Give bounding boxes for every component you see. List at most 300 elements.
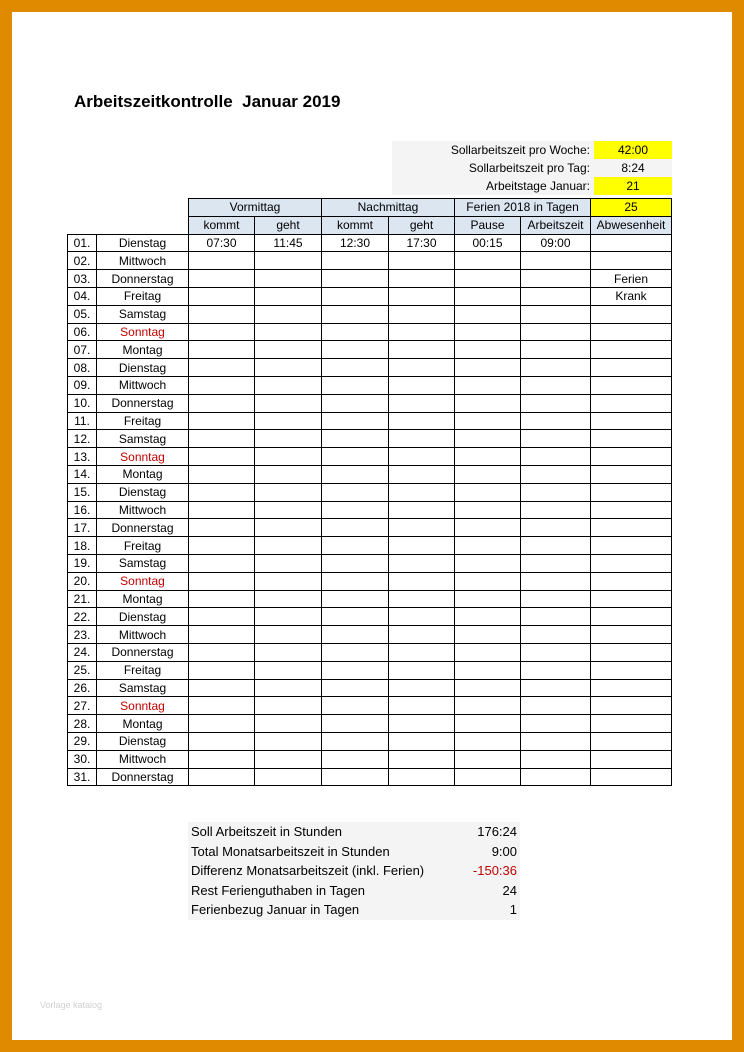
pause-cell[interactable] [455, 554, 521, 572]
vm-geht-cell[interactable] [255, 643, 322, 661]
ferien-label: Ferien 2018 in Tagen [455, 199, 591, 217]
nm-geht-cell[interactable] [389, 643, 455, 661]
abwesenheit-cell[interactable] [591, 715, 672, 733]
nm-kommt-cell[interactable] [322, 679, 389, 697]
table-row [68, 394, 672, 412]
vm-kommt-cell[interactable] [189, 554, 255, 572]
summary-row [188, 861, 520, 881]
vm-kommt-cell[interactable] [189, 537, 255, 555]
pause-cell[interactable] [455, 501, 521, 519]
abwesenheit-cell[interactable] [591, 572, 672, 590]
arbeitszeit-cell[interactable] [521, 323, 591, 341]
pause-cell[interactable] [455, 626, 521, 644]
table-row [68, 732, 672, 750]
day-name: Donnerstag [97, 270, 189, 288]
nm-kommt-cell[interactable] [322, 590, 389, 608]
arbeitszeit-cell[interactable] [521, 750, 591, 768]
day-name: Samstag [97, 554, 189, 572]
summary-row [188, 881, 520, 901]
abwesenheit-cell[interactable] [591, 430, 672, 448]
abwesenheit-cell[interactable] [591, 679, 672, 697]
abwesenheit-cell[interactable] [591, 323, 672, 341]
col-header-abwesenheit: Abwesenheit [591, 216, 672, 234]
vm-kommt-cell[interactable] [189, 768, 255, 786]
pause-cell[interactable] [455, 252, 521, 270]
pause-cell[interactable] [455, 537, 521, 555]
day-number: 28. [68, 715, 97, 733]
vm-kommt-cell[interactable] [189, 750, 255, 768]
vm-geht-cell[interactable] [255, 483, 322, 501]
nm-geht-cell[interactable] [389, 537, 455, 555]
day-number: 02. [68, 252, 97, 270]
nm-kommt-cell[interactable] [322, 394, 389, 412]
abwesenheit-cell[interactable] [591, 537, 672, 555]
vm-geht-cell[interactable] [255, 715, 322, 733]
arbeitszeit-cell[interactable] [521, 501, 591, 519]
day-number: 23. [68, 626, 97, 644]
col-header-nm-geht: geht [389, 216, 455, 234]
abwesenheit-cell[interactable] [591, 483, 672, 501]
vm-geht-cell[interactable] [255, 732, 322, 750]
vm-kommt-cell[interactable] [189, 608, 255, 626]
day-number: 05. [68, 305, 97, 323]
vm-geht-cell[interactable] [255, 768, 322, 786]
nm-kommt-cell[interactable] [322, 554, 389, 572]
info-value[interactable]: 8:24 [621, 161, 645, 175]
nm-geht-cell[interactable] [389, 341, 455, 359]
arbeitszeit-cell[interactable] [521, 590, 591, 608]
vm-geht-cell[interactable] [255, 626, 322, 644]
nm-kommt-cell[interactable] [322, 715, 389, 733]
summary-row [188, 822, 520, 842]
day-name: Donnerstag [97, 394, 189, 412]
vm-kommt-cell[interactable] [189, 661, 255, 679]
arbeitszeit-cell[interactable] [521, 305, 591, 323]
pause-cell[interactable] [455, 376, 521, 394]
arbeitszeit-cell[interactable] [521, 448, 591, 466]
abwesenheit-cell[interactable]: Krank [591, 287, 672, 305]
nm-kommt-cell[interactable] [322, 323, 389, 341]
vm-kommt-cell[interactable] [189, 483, 255, 501]
vm-kommt-cell[interactable] [189, 626, 255, 644]
nm-geht-cell[interactable] [389, 750, 455, 768]
abwesenheit-cell[interactable] [591, 697, 672, 715]
summary-value: 1 [509, 902, 517, 917]
nm-kommt-cell[interactable] [322, 572, 389, 590]
table-row [68, 750, 672, 768]
time-table [67, 198, 672, 786]
pause-cell[interactable] [455, 448, 521, 466]
table-row [68, 608, 672, 626]
abwesenheit-cell[interactable] [591, 394, 672, 412]
nm-geht-cell[interactable]: 17:30 [389, 234, 455, 252]
abwesenheit-cell[interactable] [591, 305, 672, 323]
pause-cell[interactable] [455, 679, 521, 697]
abwesenheit-cell[interactable] [591, 341, 672, 359]
arbeitszeit-cell[interactable] [521, 768, 591, 786]
vm-geht-cell[interactable] [255, 430, 322, 448]
pause-cell[interactable] [455, 768, 521, 786]
nm-kommt-cell[interactable] [322, 465, 389, 483]
arbeitszeit-cell[interactable] [521, 394, 591, 412]
abwesenheit-cell[interactable] [591, 750, 672, 768]
day-number: 07. [68, 341, 97, 359]
nm-kommt-cell[interactable] [322, 750, 389, 768]
arbeitszeit-cell[interactable] [521, 430, 591, 448]
info-label: Sollarbeitszeit pro Tag: [468, 161, 590, 175]
nm-geht-cell[interactable] [389, 768, 455, 786]
pause-cell[interactable] [455, 465, 521, 483]
day-number: 09. [68, 376, 97, 394]
arbeitszeit-cell[interactable] [521, 252, 591, 270]
vm-kommt-cell[interactable] [189, 323, 255, 341]
vm-geht-cell[interactable]: 11:45 [255, 234, 322, 252]
vm-kommt-cell[interactable] [189, 590, 255, 608]
vm-kommt-cell[interactable] [189, 394, 255, 412]
vm-geht-cell[interactable] [255, 519, 322, 537]
arbeitszeit-cell[interactable]: 09:00 [521, 234, 591, 252]
summary-row [188, 842, 520, 862]
nm-kommt-cell[interactable] [322, 341, 389, 359]
nm-geht-cell[interactable] [389, 376, 455, 394]
summary-block [188, 822, 520, 920]
day-number: 20. [68, 572, 97, 590]
arbeitszeit-cell[interactable] [521, 376, 591, 394]
nm-kommt-cell[interactable] [322, 501, 389, 519]
day-name: Mittwoch [97, 252, 189, 270]
abwesenheit-cell[interactable] [591, 661, 672, 679]
abwesenheit-cell[interactable] [591, 412, 672, 430]
pause-cell[interactable] [455, 270, 521, 288]
nm-geht-cell[interactable] [389, 519, 455, 537]
nm-kommt-cell[interactable] [322, 376, 389, 394]
abwesenheit-cell[interactable] [591, 234, 672, 252]
vm-kommt-cell[interactable] [189, 697, 255, 715]
pause-cell[interactable] [455, 483, 521, 501]
day-name: Freitag [97, 412, 189, 430]
info-block [392, 141, 672, 195]
table-row [68, 305, 672, 323]
vm-geht-cell[interactable] [255, 287, 322, 305]
nm-kommt-cell[interactable] [322, 608, 389, 626]
abwesenheit-cell[interactable] [591, 465, 672, 483]
vm-kommt-cell[interactable] [189, 270, 255, 288]
arbeitszeit-cell[interactable] [521, 643, 591, 661]
vm-geht-cell[interactable] [255, 750, 322, 768]
vm-geht-cell[interactable] [255, 359, 322, 377]
nm-kommt-cell[interactable] [322, 430, 389, 448]
vm-kommt-cell[interactable] [189, 448, 255, 466]
abwesenheit-cell[interactable] [591, 359, 672, 377]
table-row [68, 768, 672, 786]
day-number: 06. [68, 323, 97, 341]
nm-geht-cell[interactable] [389, 394, 455, 412]
nm-geht-cell[interactable] [389, 661, 455, 679]
summary-value: -150:36 [472, 863, 517, 878]
nm-kommt-cell[interactable] [322, 732, 389, 750]
vm-geht-cell[interactable] [255, 679, 322, 697]
vm-geht-cell[interactable] [255, 376, 322, 394]
pause-cell[interactable] [455, 643, 521, 661]
nm-kommt-cell[interactable] [322, 412, 389, 430]
nm-kommt-cell[interactable] [322, 697, 389, 715]
pause-cell[interactable] [455, 394, 521, 412]
vm-kommt-cell[interactable] [189, 376, 255, 394]
abwesenheit-cell[interactable] [591, 626, 672, 644]
summary-label: Differenz Monatsarbeitszeit (inkl. Ferien) [191, 863, 425, 878]
summary-label: Ferienbezug Januar in Tagen [191, 902, 360, 917]
day-name: Dienstag [97, 732, 189, 750]
table-row [68, 483, 672, 501]
day-name: Montag [97, 465, 189, 483]
col-header-vm-kommt: kommt [189, 216, 255, 234]
table-row [68, 465, 672, 483]
vm-geht-cell[interactable] [255, 252, 322, 270]
day-name: Donnerstag [97, 519, 189, 537]
summary-row [188, 900, 520, 920]
pause-cell[interactable] [455, 359, 521, 377]
day-name: Samstag [97, 679, 189, 697]
vm-geht-cell[interactable] [255, 394, 322, 412]
nm-geht-cell[interactable] [389, 626, 455, 644]
day-number: 03. [68, 270, 97, 288]
table-row [68, 341, 672, 359]
arbeitszeit-cell[interactable] [521, 661, 591, 679]
nm-geht-cell[interactable] [389, 359, 455, 377]
nm-geht-cell[interactable] [389, 323, 455, 341]
vm-geht-cell[interactable] [255, 270, 322, 288]
vm-kommt-cell[interactable] [189, 305, 255, 323]
abwesenheit-cell[interactable] [591, 448, 672, 466]
day-number: 15. [68, 483, 97, 501]
vm-kommt-cell[interactable] [189, 679, 255, 697]
vm-kommt-cell[interactable] [189, 519, 255, 537]
table-row [68, 554, 672, 572]
vm-geht-cell[interactable] [255, 537, 322, 555]
day-number: 12. [68, 430, 97, 448]
table-row [68, 501, 672, 519]
vm-kommt-cell[interactable] [189, 359, 255, 377]
vm-geht-cell[interactable] [255, 554, 322, 572]
day-number: 31. [68, 768, 97, 786]
ferien-value[interactable]: 25 [591, 199, 672, 217]
abwesenheit-cell[interactable] [591, 554, 672, 572]
vm-geht-cell[interactable] [255, 323, 322, 341]
pause-cell[interactable] [455, 732, 521, 750]
arbeitszeit-cell[interactable] [521, 270, 591, 288]
table-row [68, 234, 672, 252]
vm-geht-cell[interactable] [255, 572, 322, 590]
vm-geht-cell[interactable] [255, 412, 322, 430]
nm-geht-cell[interactable] [389, 412, 455, 430]
pause-cell[interactable] [455, 750, 521, 768]
vm-kommt-cell[interactable] [189, 465, 255, 483]
nm-geht-cell[interactable] [389, 590, 455, 608]
nm-kommt-cell[interactable] [322, 661, 389, 679]
vm-geht-cell[interactable] [255, 608, 322, 626]
nm-kommt-cell[interactable] [322, 626, 389, 644]
arbeitszeit-cell[interactable] [521, 483, 591, 501]
table-row [68, 430, 672, 448]
vm-kommt-cell[interactable] [189, 572, 255, 590]
vm-geht-cell[interactable] [255, 448, 322, 466]
arbeitszeit-cell[interactable] [521, 287, 591, 305]
nm-kommt-cell[interactable] [322, 643, 389, 661]
arbeitszeit-cell[interactable] [521, 519, 591, 537]
day-number: 21. [68, 590, 97, 608]
arbeitszeit-cell[interactable] [521, 679, 591, 697]
day-number: 01. [68, 234, 97, 252]
vm-kommt-cell[interactable] [189, 715, 255, 733]
arbeitszeit-cell[interactable] [521, 732, 591, 750]
nm-kommt-cell[interactable] [322, 252, 389, 270]
abwesenheit-cell[interactable] [591, 519, 672, 537]
summary-value: 9:00 [491, 843, 517, 859]
day-number: 11. [68, 412, 97, 430]
day-number: 30. [68, 750, 97, 768]
pause-cell[interactable] [455, 519, 521, 537]
table-row [68, 715, 672, 733]
vm-kommt-cell[interactable] [189, 252, 255, 270]
arbeitszeit-cell[interactable] [521, 697, 591, 715]
info-value[interactable]: 21 [594, 177, 672, 195]
nm-geht-cell[interactable] [389, 732, 455, 750]
arbeitszeit-cell[interactable] [521, 626, 591, 644]
table-row [68, 287, 672, 305]
pause-cell[interactable] [455, 608, 521, 626]
day-name: Montag [97, 341, 189, 359]
nm-kommt-cell[interactable] [322, 768, 389, 786]
table-row [68, 590, 672, 608]
vm-kommt-cell[interactable] [189, 287, 255, 305]
arbeitszeit-cell[interactable] [521, 465, 591, 483]
table-row [68, 661, 672, 679]
day-name: Sonntag [97, 323, 189, 341]
nm-kommt-cell[interactable] [322, 270, 389, 288]
nm-geht-cell[interactable] [389, 608, 455, 626]
table-row [68, 448, 672, 466]
pause-cell[interactable] [455, 412, 521, 430]
summary-label: Total Monatsarbeitszeit in Stunden [191, 843, 390, 859]
pause-cell[interactable] [455, 287, 521, 305]
day-name: Freitag [97, 287, 189, 305]
day-name: Mittwoch [97, 501, 189, 519]
day-name: Freitag [97, 537, 189, 555]
nm-geht-cell[interactable] [389, 501, 455, 519]
arbeitszeit-cell[interactable] [521, 572, 591, 590]
nm-kommt-cell[interactable] [322, 359, 389, 377]
abwesenheit-cell[interactable] [591, 643, 672, 661]
nm-kommt-cell[interactable] [322, 519, 389, 537]
nm-geht-cell[interactable] [389, 270, 455, 288]
nm-geht-cell[interactable] [389, 252, 455, 270]
arbeitszeit-cell[interactable] [521, 341, 591, 359]
day-name: Sonntag [97, 448, 189, 466]
arbeitszeit-cell[interactable] [521, 608, 591, 626]
abwesenheit-cell[interactable] [591, 732, 672, 750]
vm-kommt-cell[interactable] [189, 430, 255, 448]
day-name: Donnerstag [97, 768, 189, 786]
abwesenheit-cell[interactable] [591, 768, 672, 786]
abwesenheit-cell[interactable] [591, 608, 672, 626]
vm-geht-cell[interactable] [255, 590, 322, 608]
vm-geht-cell[interactable] [255, 465, 322, 483]
pause-cell[interactable] [455, 323, 521, 341]
info-label: Arbeitstage Januar: [485, 179, 590, 193]
nm-kommt-cell[interactable] [322, 537, 389, 555]
nm-geht-cell[interactable] [389, 679, 455, 697]
arbeitszeit-cell[interactable] [521, 554, 591, 572]
abwesenheit-cell[interactable] [591, 252, 672, 270]
pause-cell[interactable] [455, 305, 521, 323]
nm-geht-cell[interactable] [389, 430, 455, 448]
pause-cell[interactable]: 00:15 [455, 234, 521, 252]
arbeitszeit-cell[interactable] [521, 412, 591, 430]
day-number: 22. [68, 608, 97, 626]
table-row [68, 626, 672, 644]
day-name: Freitag [97, 661, 189, 679]
pause-cell[interactable] [455, 430, 521, 448]
abwesenheit-cell[interactable] [591, 590, 672, 608]
nm-kommt-cell[interactable] [322, 448, 389, 466]
vm-kommt-cell[interactable] [189, 412, 255, 430]
pause-cell[interactable] [455, 697, 521, 715]
day-number: 18. [68, 537, 97, 555]
nm-geht-cell[interactable] [389, 305, 455, 323]
pause-cell[interactable] [455, 661, 521, 679]
table-row [68, 697, 672, 715]
pause-cell[interactable] [455, 715, 521, 733]
arbeitszeit-cell[interactable] [521, 359, 591, 377]
day-name: Donnerstag [97, 643, 189, 661]
arbeitszeit-cell[interactable] [521, 715, 591, 733]
abwesenheit-cell[interactable] [591, 501, 672, 519]
nm-kommt-cell[interactable] [322, 287, 389, 305]
pause-cell[interactable] [455, 341, 521, 359]
pause-cell[interactable] [455, 590, 521, 608]
abwesenheit-cell[interactable]: Ferien [591, 270, 672, 288]
vm-geht-cell[interactable] [255, 305, 322, 323]
vm-kommt-cell[interactable] [189, 732, 255, 750]
vm-geht-cell[interactable] [255, 697, 322, 715]
vm-geht-cell[interactable] [255, 661, 322, 679]
table-row [68, 572, 672, 590]
nm-geht-cell[interactable] [389, 572, 455, 590]
vm-geht-cell[interactable] [255, 341, 322, 359]
vm-kommt-cell[interactable] [189, 341, 255, 359]
vm-kommt-cell[interactable] [189, 643, 255, 661]
nm-kommt-cell[interactable] [322, 305, 389, 323]
nm-geht-cell[interactable] [389, 697, 455, 715]
nm-geht-cell[interactable] [389, 483, 455, 501]
nm-geht-cell[interactable] [389, 448, 455, 466]
nm-geht-cell[interactable] [389, 554, 455, 572]
nm-geht-cell[interactable] [389, 715, 455, 733]
nm-kommt-cell[interactable] [322, 483, 389, 501]
pause-cell[interactable] [455, 572, 521, 590]
vm-kommt-cell[interactable]: 07:30 [189, 234, 255, 252]
nm-geht-cell[interactable] [389, 465, 455, 483]
nachmittag-header: Nachmittag [322, 199, 455, 217]
nm-geht-cell[interactable] [389, 287, 455, 305]
nm-kommt-cell[interactable]: 12:30 [322, 234, 389, 252]
arbeitszeit-cell[interactable] [521, 537, 591, 555]
vm-kommt-cell[interactable] [189, 501, 255, 519]
vm-geht-cell[interactable] [255, 501, 322, 519]
abwesenheit-cell[interactable] [591, 376, 672, 394]
table-row [68, 270, 672, 288]
info-value[interactable]: 42:00 [594, 141, 672, 159]
